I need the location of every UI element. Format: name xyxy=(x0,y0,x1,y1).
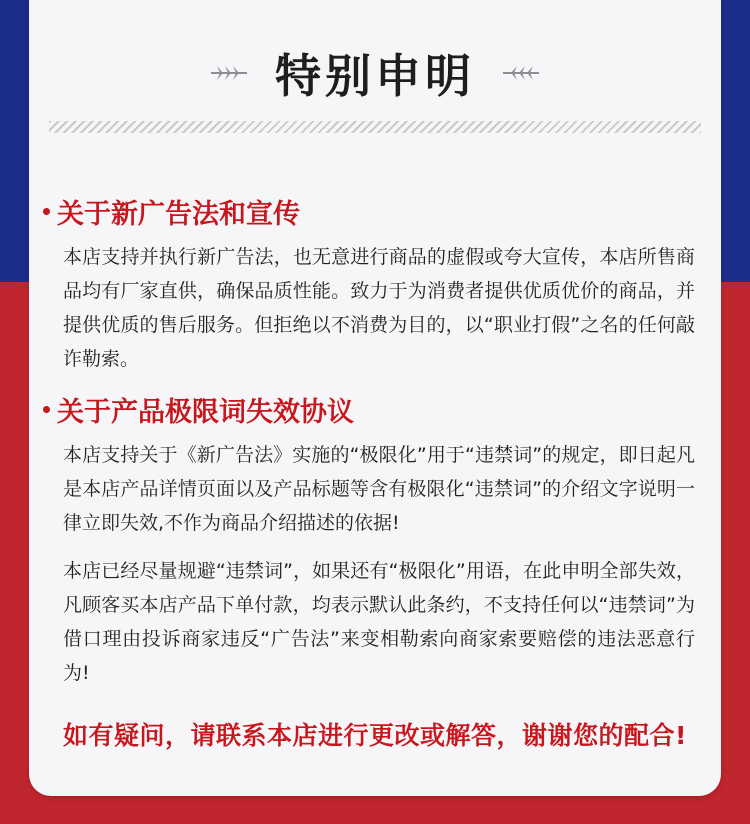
bullet-dot xyxy=(43,406,50,413)
section-heading-text: 关于新广告法和宣传 xyxy=(57,199,300,230)
divider-stripe xyxy=(49,121,701,133)
title-row xyxy=(29,38,721,108)
section-paragraph: 本店已经尽量规避“违禁词”，如果还有“极限化”用语，在此申明全部失效，凡顾客买本店产品下单付款，均表示默认此条约，不支持任何以“违禁词”为借口理由投诉商家违反“广告法”来变相勒索向商家索要赔偿的违法恶意行为! xyxy=(63,560,695,684)
section-heading-ad-law xyxy=(43,192,703,231)
left-wheat-ornament-icon xyxy=(209,61,249,85)
bullet-dot xyxy=(43,208,50,215)
section-paragraph: 本店支持关于《新广告法》实施的“极限化”用于“违禁词”的规定，即日起凡是本店产品详情页面以及产品标题等含有极限化“违禁词”的介绍文字说明一律立即失效,不作为商品介绍描述的依据! xyxy=(63,444,695,534)
section-paragraph: 本店支持并执行新广告法，也无意进行商品的虚假或夸大宣传，本店所售商品均有厂家直供，确保品质性能。致力于为消费者提供优质优价的商品，并提供优质的售后服务。但拒绝以不消费为目的，以“职业打假”之名的任何敲诈勒索。 xyxy=(63,246,695,370)
page-title: 特别申明 xyxy=(275,49,475,103)
section-heading-extreme-words xyxy=(43,390,703,429)
footer-contact-note: 如有疑问，请联系本店进行更改或解答，谢谢您的配合! xyxy=(63,721,687,750)
right-wheat-ornament-icon xyxy=(501,61,541,85)
section-heading-text: 关于产品极限词失效协议 xyxy=(57,397,354,428)
notice-card xyxy=(29,0,721,796)
